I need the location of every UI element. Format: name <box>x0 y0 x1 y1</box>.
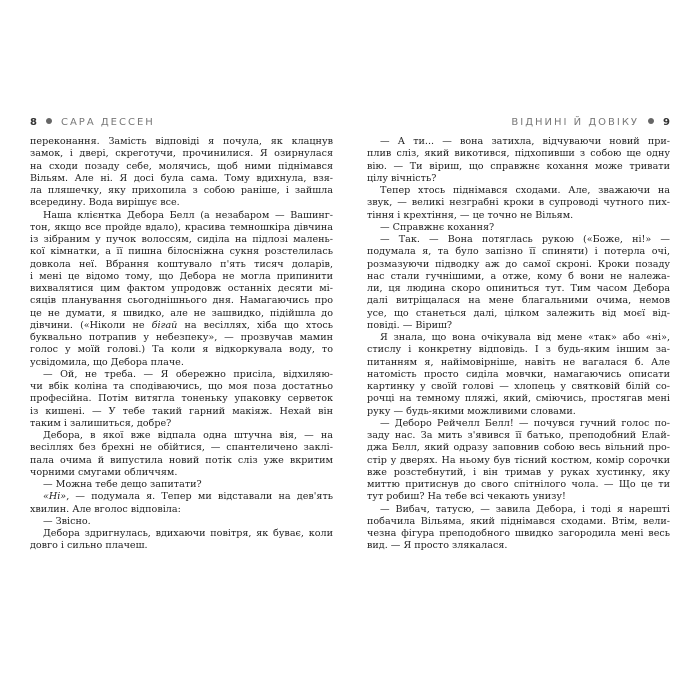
text-line: чезна фігура преподобного швидко загородила мені весь <box>367 528 670 539</box>
page-number-right: 9 <box>663 117 670 128</box>
text-line: Дебора, в якої вже відпала одна штучна вія, — на <box>43 430 333 441</box>
text-line: натомість просто сиділа мовчки, намагаючись описати <box>367 368 670 380</box>
text-line: цілу вічність? <box>367 172 437 184</box>
text-line: тут робиш? На тебе всі чекають унизу! <box>367 491 566 503</box>
text-line: тон, якщо все пройде вдало), красива темношкіра дівчина <box>30 221 333 233</box>
text-line: Дебора здригнулась, вдихаючи повітря, як буває, коли <box>43 528 333 539</box>
text-line: із зібраним у пучок волоссям, сиділа на підлозі малень- <box>30 234 333 245</box>
page-number-left: 8 <box>30 117 37 128</box>
text-line: Наша клієнтка Дебора Белл (а незабаром — Вашинг- <box>43 209 333 221</box>
text-line: — А ти... — вона затихла, відчуваючи новий при- <box>380 136 670 147</box>
italic-emphasis: «Ні» <box>43 491 67 503</box>
text-line: і мені це відомо тому, що Дебора не могла припинити <box>30 270 333 282</box>
left-page-text <box>30 136 333 553</box>
text-line: ли, ця людина скоро опиниться тут. Тим часом Дебора <box>367 283 670 294</box>
text-line: рочці на темному пляжі, який, сміючись, простягав мені <box>367 393 670 405</box>
text-line: із кишені. — У тебе такий гарний макіяж. Нехай він <box>30 405 333 417</box>
text-line: сяців планування сьогоднішнього дня. Намагаючись про <box>30 295 333 307</box>
text-line: вже розстебнутий, і він тримав у руках хустинку, яку <box>367 466 670 478</box>
text-line: довго і сильно плачеш. <box>30 540 148 552</box>
bullet-dot-icon <box>648 118 654 124</box>
text-line: таким і залишиться, добре? <box>30 417 172 429</box>
text-line: подумала я, та було запізно її спиняти) і потерла очі, <box>367 246 670 258</box>
running-header-right <box>511 117 670 128</box>
text-line: хвилин. Але вголос відповіла: <box>30 503 181 515</box>
text-line: — Так. — Вона потяглась рукою («Боже, ні!» — <box>380 234 670 245</box>
running-header-left <box>30 117 155 128</box>
bullet-dot-icon <box>46 118 52 124</box>
text-line: руку — будь-якими можливими словами. <box>367 405 576 417</box>
italic-emphasis: бігай <box>151 319 178 331</box>
text-line: — Можна тебе дещо запитати? <box>43 479 202 490</box>
book-title: ВІДНИНІ Й ДОВІКУ <box>511 117 640 128</box>
text-line: — Вибач, татусю, — завила Дебора, і тоді я нарешті <box>380 503 670 515</box>
text-line: професійна. Потім витягла тоненьку упаковку серветок <box>30 393 333 405</box>
text-line: розмазуючи підводку аж до самої скроні. Кроки позаду <box>367 258 670 270</box>
text-line: картинку у своїй голові — хлопець у святковій білій со- <box>367 381 670 392</box>
text-line: заду нас. За мить з'явився її батько, преподобний Елай- <box>367 430 670 441</box>
text-line: вію. — Ти віриш, що справжнє кохання може тривати <box>367 160 670 172</box>
text-line: — Ой, не треба. — Я обережно присіла, відхиляю- <box>43 368 333 380</box>
text-line: нас стали гучнішими, а отже, кому б вони не належа- <box>367 270 670 282</box>
text-line: переконання. Замість відповіді я почула, як клацнув <box>30 136 333 147</box>
text-line: буквально потрапив у небезпеку», — прозвучав мамин <box>30 332 333 343</box>
text-line: плив сліз, який викотився, підхопивши з собою ще одну <box>367 148 670 160</box>
text-line: голос у моїй голові.) Та коли я відкоркувала воду, то <box>30 344 333 356</box>
text-line: повіді. — Віриш? <box>367 319 453 331</box>
text-line: стислу і конкретну відповідь. І з будь-яким іншим за- <box>367 344 670 356</box>
text-line: — Деборо Рейчелл Белл! — почувся гучний голос по- <box>380 417 670 429</box>
text-line: тіння і крехтіння, — це точно не Вільям. <box>367 209 574 221</box>
text-line: на сходи позаду себе, молячись, щоб ними піднімався <box>30 160 333 172</box>
text-line: довкола неї. Вбрання коштувало п'ять тисяч доларів, <box>30 258 333 270</box>
text-line: пала очима й випустила новий потік сліз уже вкритим <box>30 454 333 466</box>
text-line: всередину. Вода вирішує все. <box>30 197 180 209</box>
text-line: «Ні», — подумала я. Тепер ми відставали на дев'ять <box>43 491 333 503</box>
author-name: САРА ДЕССЕН <box>60 117 155 128</box>
text-line: чорними смугами обличчям. <box>30 466 178 478</box>
text-line: весіллях без брехні не обійтися, — спантеличено заклі- <box>30 442 333 454</box>
text-line: стір у дверях. На ньому був тісний костюм, комір сорочки <box>367 454 670 466</box>
text-line: звук, — великі незграбні кроки в супроводі чутного пих- <box>367 197 670 209</box>
text-line: дівчини. («Ніколи не бігай на весіллях, хіба що хтось <box>30 319 333 331</box>
right-page-text <box>367 136 670 553</box>
text-line: джа Белл, який одразу заповнив собою весь вільний про- <box>367 442 670 454</box>
text-line: — Справжнє кохання? <box>380 221 495 233</box>
text-line: це не думати, я швидко, але не зашвидко, підійшла до <box>30 307 333 319</box>
text-line: вид. — Я просто злякалася. <box>367 540 508 552</box>
text-line: далі витріщалася на мене благальними очима, немов <box>367 295 670 307</box>
text-line: питанням я, найімовірніше, навіть не вагалася б. Але <box>367 356 670 368</box>
text-line: Я знала, що вона очікувала від мене «так» або «ні», <box>380 332 670 343</box>
text-line: — Звісно. <box>43 515 91 527</box>
text-line: замок, і двері, скреготучи, прочинилися. Я озирнулася <box>30 148 333 160</box>
text-line: Вільям. Але ні. Я досі була сама. Тому вдихнула, взя- <box>30 172 333 184</box>
text-line: ла пляшечку, яку прихопила з собою раніше, і зайшла <box>30 185 333 196</box>
text-line: миттю притиснув до свого спітнілого чола. — Що це ти <box>367 479 670 490</box>
text-line: кої кімнатки, а її пишна білосніжна сукня розстелилась <box>30 246 333 258</box>
text-line: усвідомила, що Дебора плаче. <box>30 356 184 368</box>
text-line: побачила Вільяма, який піднімався сходами. Втім, вели- <box>367 515 670 527</box>
text-line: Тепер хтось піднімався сходами. Але, зважаючи на <box>380 185 670 196</box>
text-line: усе, що станеться далі, цілком залежить від моєї від- <box>367 307 670 319</box>
text-line: вихвалятися цим фактом упродовж останніх десяти мі- <box>30 283 333 294</box>
text-line: чи вбік коліна та сподіваючись, що моя поза достатньо <box>30 381 333 392</box>
